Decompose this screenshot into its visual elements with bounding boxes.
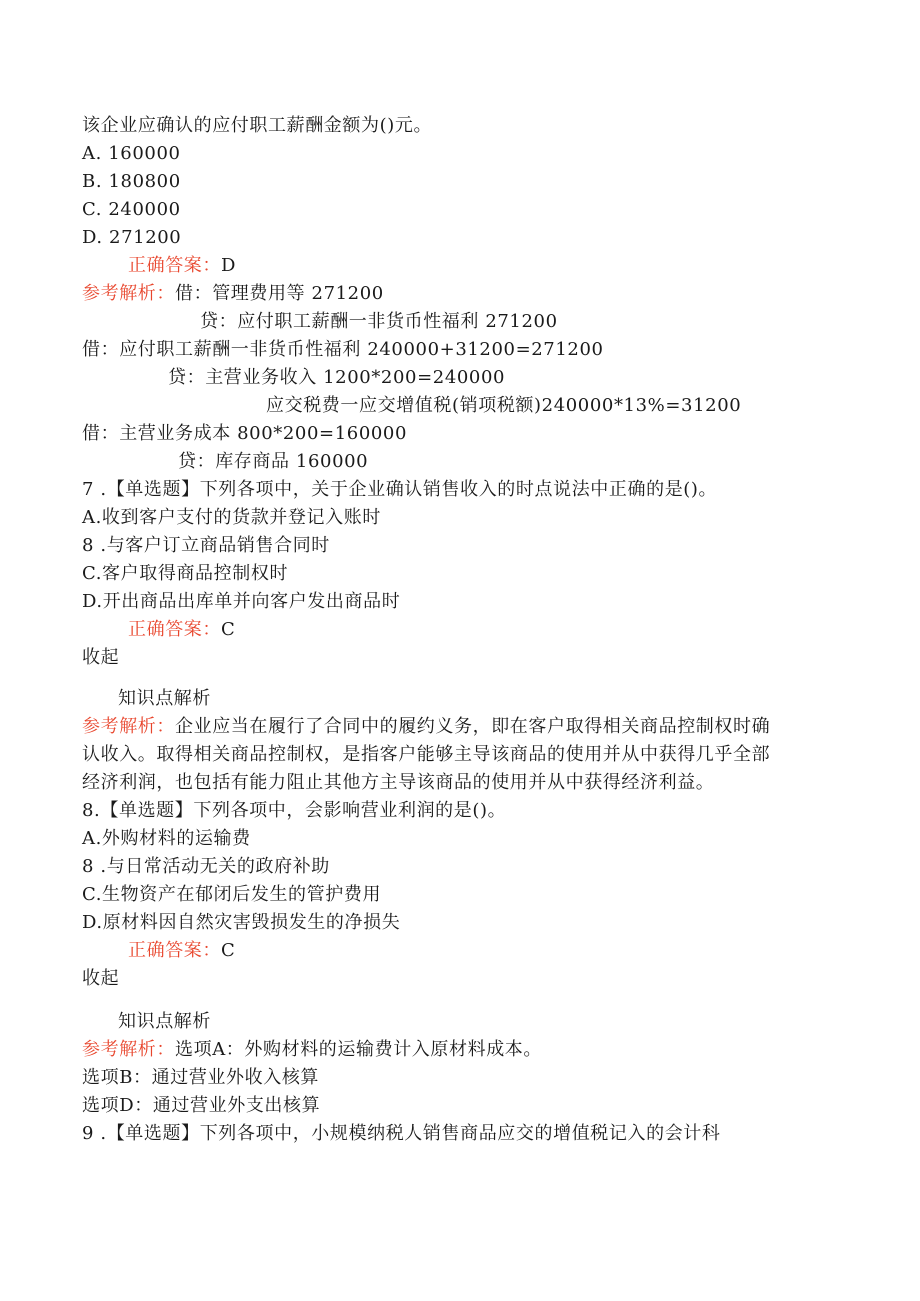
- journal-entry: 借：应付职工薪酬一非货币性福利 240000+31200=271200: [82, 339, 604, 360]
- question-7-analysis-line-1: [82, 716, 770, 738]
- journal-entry: 贷：库存商品 160000: [178, 451, 369, 472]
- journal-entry: 贷：应付职工薪酬一非货币性福利 271200: [200, 311, 558, 332]
- journal-entry: 借：管理费用等 271200: [175, 283, 384, 304]
- question-7-answer: [128, 619, 235, 641]
- analysis-label: 参考解析：: [82, 1039, 175, 1060]
- question-6-analysis-line-1: [82, 283, 384, 305]
- question-6-stem-end: 该企业应确认的应付职工薪酬金额为()元。: [82, 115, 433, 136]
- question-8-option-a: A.外购材料的运输费: [82, 828, 251, 849]
- journal-entry: 贷：主营业务收入 1200*200=240000: [168, 367, 506, 388]
- question-8-stem: 8.【单选题】下列各项中，会影响营业利润的是()。: [82, 800, 507, 821]
- collapse-link[interactable]: 收起: [82, 968, 120, 989]
- knowledge-point-heading: 知识点解析: [118, 1011, 211, 1032]
- analysis-label: 参考解析：: [82, 283, 175, 304]
- journal-entry: 借：主营业务成本 800*200=160000: [82, 423, 408, 444]
- answer-value: D: [221, 255, 237, 276]
- answer-value: C: [221, 619, 236, 640]
- question-8-option-c: C.生物资产在郁闭后发生的管护费用: [82, 884, 382, 905]
- question-7-option-b: 8 .与客户订立商品销售合同时: [82, 535, 330, 556]
- question-7-option-a: A.收到客户支付的货款并登记入账时: [82, 507, 381, 528]
- collapse-link[interactable]: 收起: [82, 647, 120, 668]
- question-6-option-d: D. 271200: [82, 227, 182, 248]
- question-6-option-c: C. 240000: [82, 199, 181, 220]
- question-7-option-c: C.客户取得商品控制权时: [82, 563, 289, 584]
- answer-value: C: [221, 940, 236, 961]
- answer-label: 正确答案：: [128, 255, 221, 276]
- knowledge-point-heading: 知识点解析: [118, 688, 211, 709]
- question-8-analysis-line-1: [82, 1039, 542, 1061]
- question-8-option-b: 8 .与日常活动无关的政府补助: [82, 856, 330, 877]
- question-7-stem: 7 .【单选题】下列各项中，关于企业确认销售收入的时点说法中正确的是()。: [82, 479, 718, 500]
- answer-label: 正确答案：: [128, 619, 221, 640]
- analysis-text: 企业应当在履行了合同中的履约义务，即在客户取得相关商品控制权时确: [175, 716, 771, 737]
- analysis-text: 选项B：通过营业外收入核算: [82, 1067, 320, 1088]
- analysis-text: 选项D：通过营业外支出核算: [82, 1095, 321, 1116]
- journal-entry: 应交税费一应交增值税(销项税额)240000*13%=31200: [266, 395, 742, 416]
- analysis-label: 参考解析：: [82, 716, 175, 737]
- analysis-text: 认收入。取得相关商品控制权，是指客户能够主导该商品的使用并从中获得几乎全部: [82, 744, 771, 765]
- question-6-option-a: A. 160000: [82, 143, 181, 164]
- analysis-text: 选项A：外购材料的运输费计入原材料成本。: [175, 1039, 542, 1060]
- analysis-text: 经济利润，也包括有能力阻止其他方主导该商品的使用并从中获得经济利益。: [82, 772, 715, 793]
- question-7-option-d: D.开出商品出库单并向客户发出商品时: [82, 591, 401, 612]
- question-6-option-b: B. 180800: [82, 171, 181, 192]
- answer-label: 正确答案：: [128, 940, 221, 961]
- question-8-option-d: D.原材料因自然灾害毁损发生的净损失: [82, 912, 401, 933]
- question-8-answer: [128, 940, 235, 962]
- question-9-stem: 9 .【单选题】下列各项中，小规模纳税人销售商品应交的增值税记入的会计科: [82, 1123, 721, 1144]
- question-6-answer: [128, 255, 236, 277]
